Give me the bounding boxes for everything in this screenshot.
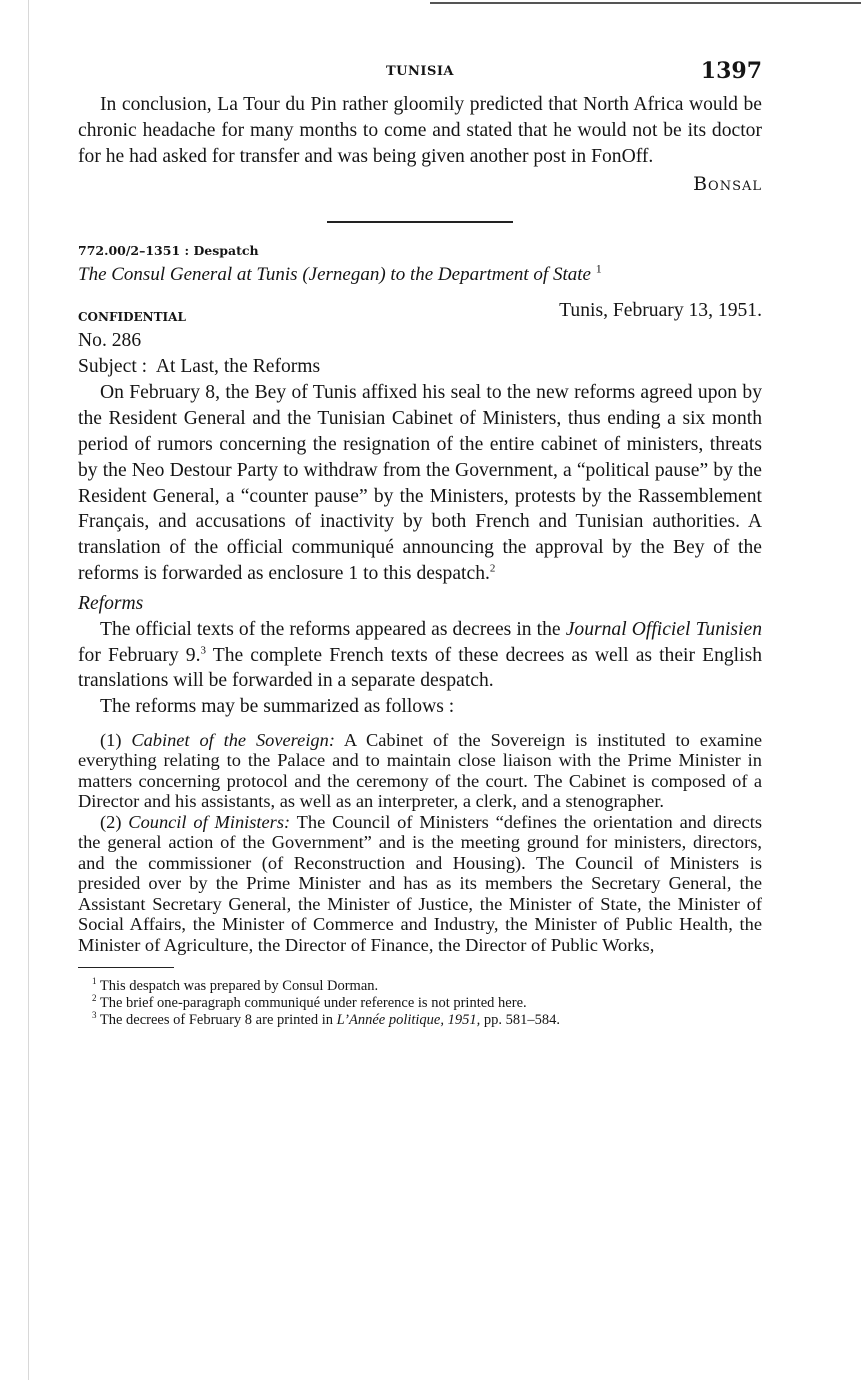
file-reference: 772.00/2–1351 : Despatch [78, 243, 259, 259]
footnote-ref-2: 2 [489, 562, 496, 575]
reform-item-2 [78, 812, 762, 956]
paragraph-2 [78, 617, 762, 694]
page [78, 58, 762, 1029]
footnote-1 [92, 978, 762, 995]
paragraph-1 [78, 380, 762, 586]
paragraph-2-text-a: The official texts of the reforms appeared as decrees in the [100, 618, 566, 640]
footnote-3-text-b: pp. 581–584. [480, 1012, 560, 1029]
dateline [78, 300, 762, 326]
signature [78, 173, 762, 195]
reform-item-1 [78, 730, 762, 812]
section-heading: Reforms [78, 592, 144, 614]
footnote-2 [92, 995, 762, 1012]
classification [78, 306, 186, 326]
footnote-ref-1: 1 [595, 262, 602, 277]
subject-line: Subject : At Last, the Reforms [78, 356, 321, 378]
footnote-1-text: This despatch was prepared by Consul Dorman. [99, 978, 379, 995]
top-border-line [430, 2, 861, 4]
reform-item-2-text: The Council of Ministers “defines the orientation and directs the general action of the Government” and is the meeting ground for ministers, directors, and the commissioner (of Reconstruction and Housing). The Council of Ministers is presided over by the Prime Minister and has as its members the Secretary General, the Assistant Secretary General, the Minister of Justice, the Minister of State, the Minister of Social Affairs, the Minister of Commerce and Industry, the Minister of Public Health, the Minister of Agriculture, the Director of Finance, the Director of Public Works, [78, 811, 762, 955]
reform-item-2-title: Council of Ministers: [128, 811, 291, 832]
reform-item-1-number: (1) [100, 729, 132, 750]
date: Tunis, February 13, 1951. [559, 300, 762, 322]
paragraph-1-text: On February 8, the Bey of Tunis affixed his seal to the new reforms agreed upon by the Resident General and the Tunisian Cabinet of Ministers, thus ending a six month period of rumors concerning the resignation of the entire cabinet of ministers, threats by the Neo Destour Party to withdraw from the Government, a “political pause” by the Resident General, a “counter pause” by the Ministers, protests by the Rassemblement Français, and accusations of inactivity by both French and Tunisian authorities. A translation of the official communiqué announcing the approval by the Bey of the reforms is forwarded as enclosure 1 to this despatch. [78, 382, 762, 584]
footnote-1-mark: 1 [92, 976, 97, 987]
footnote-3 [92, 1012, 762, 1029]
journal-title: Journal Officiel Tunisien [565, 618, 762, 640]
reform-item-1-title: Cabinet of the Sovereign: [131, 729, 335, 750]
signature-text: Bonsal [693, 173, 762, 196]
intro-paragraph: In conclusion, La Tour du Pin rather gloomily predicted that North Africa would be chronic headache for many months to come and stated that he would not be its doctor for he had asked for transfer and was being given another post in FonOff. [78, 94, 762, 167]
footnote-2-text: The brief one-paragraph communiqué under reference is not printed here. [99, 995, 527, 1012]
footnote-ref-3: 3 [200, 644, 206, 657]
reform-item-1-text: A Cabinet of the Sovereign is instituted to examine everything relating to the Palace and to maintain close liaison with the Prime Minister in matters concerning protocol and the ceremony of the court. The Cabinet is composed of a Director and his assistants, as well as an interpreter, a clerk, and a stenographer. [78, 729, 762, 812]
document-title-text: The Consul General at Tunis (Jernegan) to the Department of State [78, 264, 591, 286]
footnote-3-mark: 3 [92, 1010, 97, 1021]
page-number: 1397 [700, 58, 762, 84]
reform-item-2-number: (2) [100, 811, 129, 832]
footnote-3-text-a: The decrees of February 8 are printed in [99, 1012, 337, 1029]
classification-text: confidential [78, 306, 186, 327]
footnote-rule [78, 967, 174, 968]
page-header [78, 58, 762, 92]
document-title [78, 264, 762, 286]
page-edge-line [28, 0, 29, 1380]
despatch-number: No. 286 [78, 330, 142, 352]
footnote-3-italic: L’Année politique, 1951, [336, 1012, 481, 1029]
paragraph-2-text-b: for February 9. [78, 644, 201, 666]
paragraph-3: The reforms may be summarized as follows : [100, 696, 455, 718]
section-divider [327, 221, 513, 223]
footnote-2-mark: 2 [92, 993, 97, 1004]
running-head: TUNISIA [385, 64, 455, 79]
paragraph-2-text-c: The complete French texts of these decrees as well as their English translations will be forwarded in a separate despatch. [78, 644, 762, 692]
